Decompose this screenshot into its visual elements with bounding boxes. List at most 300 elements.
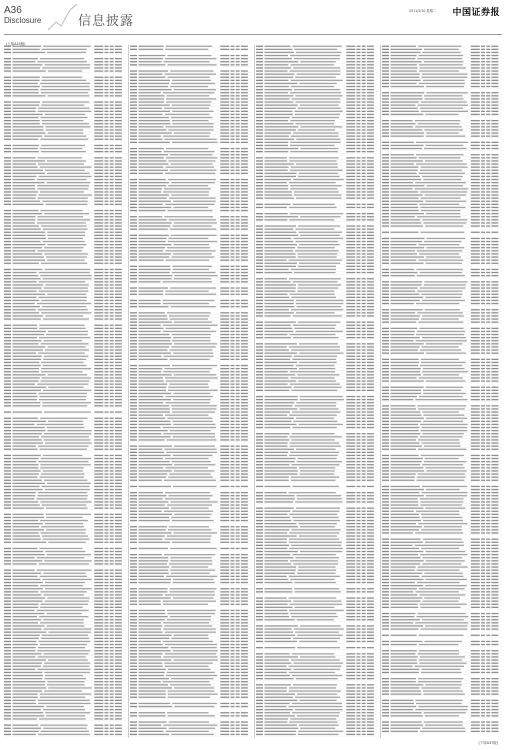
entry-description bbox=[293, 684, 337, 685]
entry-company bbox=[265, 619, 295, 620]
entry-description bbox=[173, 436, 215, 437]
entry-figure bbox=[220, 734, 229, 735]
entry-figure bbox=[115, 349, 122, 350]
entry-code bbox=[4, 715, 11, 716]
entry-figure bbox=[362, 331, 366, 332]
entry-figure bbox=[220, 588, 229, 589]
entry-company bbox=[265, 167, 289, 168]
entry-figure bbox=[346, 421, 355, 422]
entry-description bbox=[291, 659, 340, 660]
entry-company bbox=[139, 349, 168, 350]
entry-figure bbox=[220, 182, 229, 183]
entry-figure bbox=[367, 532, 374, 533]
entry-figure bbox=[236, 632, 240, 633]
entry-figure bbox=[241, 139, 248, 140]
entry-figure bbox=[356, 247, 360, 248]
entry-company bbox=[13, 644, 38, 645]
entry-description bbox=[295, 697, 340, 698]
entry-code bbox=[256, 300, 263, 301]
entry-description bbox=[290, 185, 342, 186]
entry-company bbox=[139, 560, 169, 561]
entry-code bbox=[256, 247, 263, 248]
entry-figure bbox=[362, 80, 366, 81]
entry-figure bbox=[94, 703, 103, 704]
entry-description bbox=[295, 405, 336, 406]
entry-company bbox=[139, 650, 171, 651]
entry-code bbox=[256, 64, 263, 65]
entry-code bbox=[256, 67, 263, 68]
entry-figure bbox=[236, 114, 240, 115]
entry-figure bbox=[367, 151, 374, 152]
entry-company bbox=[13, 725, 39, 726]
entry-figure bbox=[241, 678, 248, 679]
entry-description bbox=[45, 601, 89, 602]
entry-figure bbox=[356, 325, 360, 326]
entry-description bbox=[296, 52, 341, 53]
entry-company bbox=[13, 613, 45, 614]
entry-figure bbox=[110, 731, 114, 732]
entry-description bbox=[170, 170, 216, 171]
entry-code bbox=[130, 616, 137, 617]
entry-figure bbox=[230, 256, 234, 257]
entry-figure bbox=[367, 610, 374, 611]
entry-code bbox=[256, 136, 263, 137]
entry-code bbox=[256, 284, 263, 285]
entry-figure bbox=[367, 328, 374, 329]
entry-description bbox=[174, 446, 215, 447]
entry-figure bbox=[356, 433, 360, 434]
entry-code bbox=[130, 114, 137, 115]
entry-figure bbox=[241, 182, 248, 183]
entry-company bbox=[13, 483, 45, 484]
entry-description bbox=[163, 427, 217, 428]
entry-figure bbox=[94, 706, 103, 707]
entry-code bbox=[4, 535, 11, 536]
entry-figure bbox=[241, 365, 248, 366]
entry-figure bbox=[104, 176, 108, 177]
entry-description bbox=[168, 669, 211, 670]
entry-figure bbox=[230, 579, 234, 580]
entry-code bbox=[130, 167, 137, 168]
entry-figure bbox=[362, 452, 366, 453]
entry-figure bbox=[220, 635, 229, 636]
entry-description bbox=[173, 201, 216, 202]
entry-code bbox=[256, 86, 263, 87]
entry-code bbox=[130, 427, 137, 428]
entry-figure bbox=[230, 588, 234, 589]
entry-code bbox=[4, 272, 11, 273]
entry-company bbox=[13, 229, 41, 230]
entry-description bbox=[43, 390, 91, 391]
entry-figure bbox=[104, 151, 108, 152]
entry-figure bbox=[367, 390, 374, 391]
entry-figure bbox=[362, 709, 366, 710]
entry-description bbox=[47, 52, 86, 53]
entry-code bbox=[256, 411, 263, 412]
entry-description bbox=[43, 470, 83, 471]
entry-company bbox=[13, 216, 36, 217]
entry-figure bbox=[346, 675, 355, 676]
entry-description bbox=[296, 303, 343, 304]
entry-figure bbox=[220, 480, 229, 481]
entry-figure bbox=[230, 418, 234, 419]
entry-figure bbox=[230, 210, 234, 211]
entry-figure bbox=[94, 734, 103, 735]
entry-figure bbox=[346, 607, 355, 608]
entry-company bbox=[13, 114, 43, 115]
entry-figure bbox=[362, 619, 366, 620]
entry-figure bbox=[94, 520, 103, 521]
entry-description bbox=[173, 659, 217, 660]
entry-figure bbox=[110, 709, 114, 710]
entry-figure bbox=[115, 548, 122, 549]
entry-figure bbox=[104, 470, 108, 471]
entry-figure bbox=[104, 46, 108, 47]
entry-figure bbox=[236, 470, 240, 471]
entry-company bbox=[139, 365, 171, 366]
entry-figure bbox=[230, 542, 234, 543]
entry-code bbox=[256, 501, 263, 502]
entry-figure bbox=[362, 501, 366, 502]
entry-code bbox=[256, 132, 263, 133]
entry-code bbox=[130, 529, 137, 530]
entry-company bbox=[265, 281, 291, 282]
entry-description bbox=[171, 405, 216, 406]
entry-figure bbox=[115, 498, 122, 499]
entry-figure bbox=[367, 687, 374, 688]
entry-figure bbox=[367, 331, 374, 332]
entry-company bbox=[265, 46, 291, 47]
column-divider bbox=[254, 45, 255, 738]
entry-code bbox=[4, 204, 11, 205]
entry-figure bbox=[236, 272, 240, 273]
entry-figure bbox=[104, 260, 108, 261]
entry-figure bbox=[115, 560, 122, 561]
entry-code bbox=[4, 238, 11, 239]
entry-figure bbox=[94, 458, 103, 459]
entry-figure bbox=[220, 151, 229, 152]
entry-description bbox=[40, 576, 88, 577]
entry-figure bbox=[367, 601, 374, 602]
entry-figure bbox=[241, 439, 248, 440]
entry-figure bbox=[220, 368, 229, 369]
entry-figure bbox=[346, 734, 355, 735]
entry-code bbox=[130, 148, 137, 149]
entry-figure bbox=[220, 142, 229, 143]
entry-figure bbox=[230, 244, 234, 245]
entry-description bbox=[164, 663, 213, 664]
entry-code bbox=[256, 325, 263, 326]
entry-figure bbox=[362, 337, 366, 338]
entry-figure bbox=[230, 694, 234, 695]
entry-description bbox=[170, 548, 217, 549]
entry-company bbox=[265, 402, 295, 403]
entry-description bbox=[174, 132, 211, 133]
entry-figure bbox=[241, 520, 248, 521]
entry-figure bbox=[346, 477, 355, 478]
entry-code bbox=[130, 498, 137, 499]
entry-figure bbox=[94, 517, 103, 518]
entry-code bbox=[256, 322, 263, 323]
entry-description bbox=[38, 703, 91, 704]
entry-code bbox=[130, 597, 137, 598]
entry-figure bbox=[230, 318, 234, 319]
entry-code bbox=[130, 359, 137, 360]
entry-figure bbox=[241, 687, 248, 688]
entry-figure bbox=[220, 725, 229, 726]
entry-description bbox=[295, 557, 339, 558]
entry-description bbox=[165, 250, 215, 251]
entry-code bbox=[256, 632, 263, 633]
entry-figure bbox=[356, 551, 360, 552]
entry-figure bbox=[241, 514, 248, 515]
entry-figure bbox=[230, 266, 234, 267]
entry-company bbox=[139, 374, 172, 375]
entry-company bbox=[265, 656, 299, 657]
entry-figure bbox=[94, 542, 103, 543]
entry-company bbox=[139, 706, 173, 707]
entry-description bbox=[163, 656, 217, 657]
entry-figure bbox=[362, 725, 366, 726]
entry-figure bbox=[230, 368, 234, 369]
entry-company bbox=[13, 560, 43, 561]
entry-figure bbox=[104, 356, 108, 357]
entry-figure bbox=[220, 58, 229, 59]
entry-description bbox=[172, 582, 214, 583]
entry-figure bbox=[230, 508, 234, 509]
entry-figure bbox=[236, 160, 240, 161]
entry-company bbox=[265, 731, 297, 732]
column-divider bbox=[380, 45, 381, 738]
fine-print-lines bbox=[130, 45, 252, 738]
entry-figure bbox=[236, 399, 240, 400]
entry-figure bbox=[94, 176, 103, 177]
entry-figure bbox=[104, 492, 108, 493]
entry-code bbox=[256, 607, 263, 608]
entry-figure bbox=[241, 151, 248, 152]
entry-figure bbox=[362, 64, 366, 65]
entry-figure bbox=[94, 374, 103, 375]
entry-description bbox=[46, 129, 84, 130]
entry-company bbox=[265, 467, 297, 468]
entry-figure bbox=[241, 300, 248, 301]
entry-description bbox=[172, 120, 209, 121]
entry-figure bbox=[110, 548, 114, 549]
entry-figure bbox=[346, 213, 355, 214]
entry-figure bbox=[110, 604, 114, 605]
entry-figure bbox=[104, 309, 108, 310]
entry-company bbox=[139, 455, 171, 456]
entry-figure bbox=[94, 253, 103, 254]
entry-figure bbox=[367, 105, 374, 106]
entry-code bbox=[256, 523, 263, 524]
entry-description bbox=[166, 380, 210, 381]
entry-description bbox=[297, 247, 335, 248]
entry-figure bbox=[110, 356, 114, 357]
entry-figure bbox=[367, 656, 374, 657]
entry-figure bbox=[241, 427, 248, 428]
entry-figure bbox=[241, 210, 248, 211]
entry-figure bbox=[241, 684, 248, 685]
entry-figure bbox=[110, 703, 114, 704]
entry-figure bbox=[367, 101, 374, 102]
entry-company bbox=[265, 74, 295, 75]
entry-figure bbox=[346, 266, 355, 267]
entry-figure bbox=[220, 390, 229, 391]
entry-description bbox=[48, 542, 85, 543]
entry-figure bbox=[115, 523, 122, 524]
entry-code bbox=[256, 690, 263, 691]
entry-description bbox=[289, 514, 337, 515]
entry-company bbox=[139, 244, 172, 245]
entry-company bbox=[139, 241, 166, 242]
entry-company bbox=[139, 721, 167, 722]
entry-figure bbox=[367, 346, 374, 347]
entry-description bbox=[42, 635, 88, 636]
entry-figure bbox=[220, 628, 229, 629]
entry-code bbox=[130, 136, 137, 137]
entry-figure bbox=[356, 216, 360, 217]
entry-figure bbox=[115, 610, 122, 611]
entry-description bbox=[45, 170, 85, 171]
entry-figure bbox=[236, 356, 240, 357]
entry-description bbox=[46, 508, 88, 509]
entry-figure bbox=[230, 114, 234, 115]
entry-figure bbox=[367, 108, 374, 109]
entry-figure bbox=[362, 539, 366, 540]
entry-figure bbox=[346, 442, 355, 443]
entry-figure bbox=[104, 362, 108, 363]
entry-figure bbox=[110, 167, 114, 168]
entry-figure bbox=[241, 303, 248, 304]
entry-figure bbox=[346, 241, 355, 242]
entry-description bbox=[294, 356, 337, 357]
entry-figure bbox=[230, 433, 234, 434]
entry-figure bbox=[230, 148, 234, 149]
entry-figure bbox=[230, 384, 234, 385]
entry-description bbox=[166, 126, 214, 127]
entry-figure bbox=[362, 269, 366, 270]
entry-code bbox=[256, 597, 263, 598]
entry-description bbox=[38, 157, 82, 158]
entry-description bbox=[170, 570, 215, 571]
entry-description bbox=[39, 176, 92, 177]
entry-figure bbox=[367, 204, 374, 205]
entry-figure bbox=[230, 340, 234, 341]
entry-figure bbox=[110, 182, 114, 183]
entry-figure bbox=[104, 622, 108, 623]
entry-figure bbox=[236, 439, 240, 440]
entry-figure bbox=[241, 322, 248, 323]
entry-figure bbox=[367, 619, 374, 620]
entry-company bbox=[139, 554, 162, 555]
entry-code bbox=[256, 204, 263, 205]
entry-figure bbox=[356, 418, 360, 419]
entry-figure bbox=[220, 439, 229, 440]
entry-company bbox=[139, 675, 165, 676]
entry-company bbox=[13, 136, 43, 137]
entry-figure bbox=[230, 557, 234, 558]
entry-description bbox=[42, 201, 87, 202]
entry-figure bbox=[367, 188, 374, 189]
entry-figure bbox=[236, 430, 240, 431]
entry-description bbox=[297, 573, 336, 574]
entry-figure bbox=[481, 49, 485, 50]
entry-figure bbox=[346, 136, 355, 137]
entry-code bbox=[4, 563, 11, 564]
entry-figure bbox=[356, 421, 360, 422]
entry-figure bbox=[110, 622, 114, 623]
entry-code bbox=[4, 151, 11, 152]
entry-code bbox=[130, 244, 137, 245]
entry-figure bbox=[220, 470, 229, 471]
entry-figure bbox=[104, 219, 108, 220]
entry-figure bbox=[230, 675, 234, 676]
entry-figure bbox=[346, 712, 355, 713]
entry-figure bbox=[346, 117, 355, 118]
entry-description bbox=[40, 191, 84, 192]
entry-figure bbox=[220, 690, 229, 691]
entry-figure bbox=[367, 535, 374, 536]
entry-figure bbox=[346, 312, 355, 313]
entry-figure bbox=[356, 49, 360, 50]
entry-description bbox=[174, 222, 217, 223]
entry-code bbox=[4, 179, 11, 180]
entry-figure bbox=[110, 253, 114, 254]
entry-code bbox=[256, 635, 263, 636]
entry-description bbox=[43, 709, 85, 710]
entry-figure bbox=[220, 473, 229, 474]
entry-figure bbox=[110, 362, 114, 363]
entry-company bbox=[265, 148, 299, 149]
entry-company bbox=[13, 58, 38, 59]
entry-figure bbox=[346, 371, 355, 372]
entry-company bbox=[265, 213, 288, 214]
entry-code bbox=[256, 142, 263, 143]
entry-figure bbox=[486, 67, 490, 68]
entry-description bbox=[44, 247, 83, 248]
entry-description bbox=[290, 613, 336, 614]
entry-figure bbox=[346, 663, 355, 664]
entry-company bbox=[13, 287, 42, 288]
entry-figure bbox=[110, 337, 114, 338]
entry-figure bbox=[241, 582, 248, 583]
entry-code bbox=[130, 49, 137, 50]
entry-description bbox=[296, 300, 344, 301]
entry-figure bbox=[115, 418, 122, 419]
entry-figure bbox=[356, 532, 360, 533]
entry-description bbox=[297, 635, 343, 636]
entry-figure bbox=[230, 275, 234, 276]
entry-description bbox=[47, 625, 85, 626]
entry-figure bbox=[236, 108, 240, 109]
entry-figure bbox=[94, 384, 103, 385]
entry-description bbox=[43, 728, 87, 729]
entry-company bbox=[139, 517, 170, 518]
entry-description bbox=[41, 145, 85, 146]
entry-figure bbox=[236, 656, 240, 657]
entry-company bbox=[265, 55, 289, 56]
entry-code bbox=[130, 697, 137, 698]
entry-figure bbox=[241, 70, 248, 71]
entry-figure bbox=[236, 49, 240, 50]
entry-description bbox=[38, 353, 85, 354]
entry-description bbox=[289, 157, 339, 158]
entry-figure bbox=[367, 303, 374, 304]
entry-company bbox=[13, 238, 47, 239]
entry-description bbox=[41, 638, 90, 639]
entry-code bbox=[256, 216, 263, 217]
